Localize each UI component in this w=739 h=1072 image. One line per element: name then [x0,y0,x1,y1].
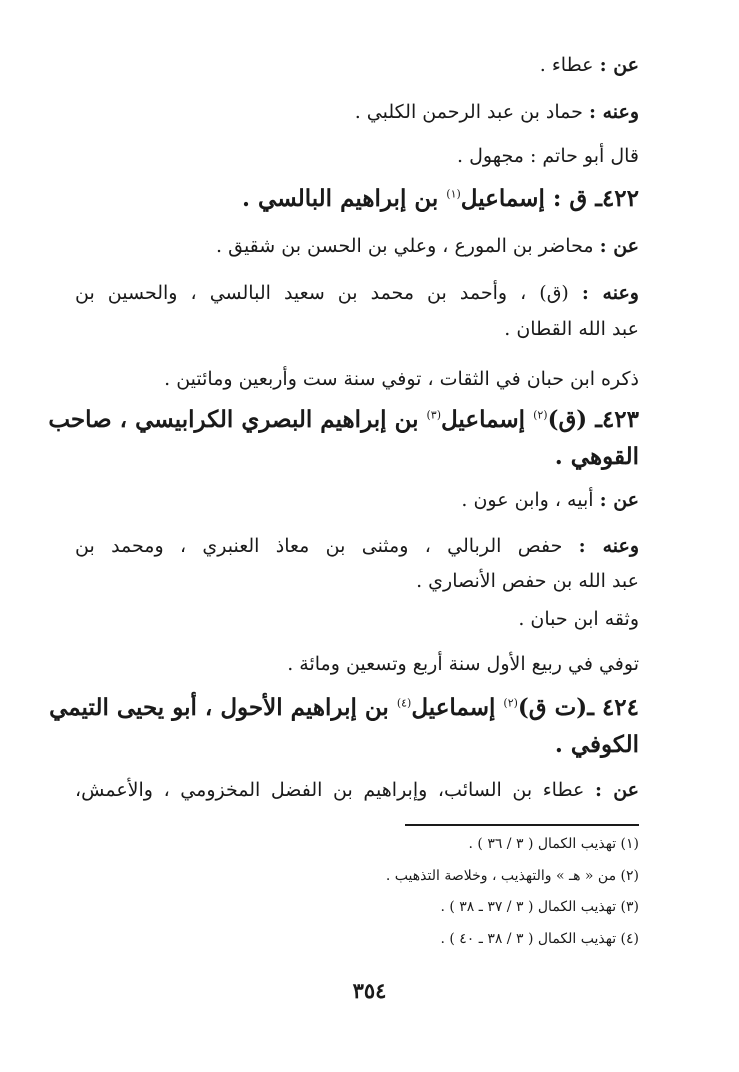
text-line [75,366,639,392]
text-line [75,280,639,306]
footnote-ref: (٤) [396,696,412,710]
entry-heading-text: بن إبراهيم البالسي . [242,185,447,212]
footnote-ref: (٢) [503,696,518,710]
footnote: (٤) تهذيب الكمال ( ٣ / ٣٨ ـ ٤٠ ) . [440,931,639,947]
text-line [75,233,639,259]
text-line [75,316,639,342]
entry-heading-text: ٤٢٣ـ (ق) [547,406,639,433]
line-text: عبد الله القطان . [504,318,639,340]
entry-heading [75,184,639,214]
text-line [75,606,639,632]
entry-heading [75,442,639,472]
text-line [75,99,639,125]
line-text: عطاء بن السائب، وإبراهيم بن الفضل المخزومي ، والأعمش، [75,779,595,801]
text-line [75,487,639,513]
line-text: قال أبو حاتم : مجهول . [457,145,639,167]
footnote: (٣) تهذيب الكمال ( ٣ / ٣٧ ـ ٣٨ ) . [440,899,639,915]
entry-heading-text: إسماعيل [411,694,504,721]
line-label: عن : [595,779,639,801]
line-text: عبد الله بن حفص الأنصاري . [416,570,639,592]
line-label: وعنه : [578,535,640,557]
footnote: (١) تهذيب الكمال ( ٣ / ٣٦ ) . [468,836,639,852]
footnote-ref: (٢) [533,408,548,422]
footnote-divider [405,824,639,826]
text-line [75,533,639,559]
line-text: (ق) ، وأحمد بن محمد بن سعيد البالسي ، والحسين بن [75,282,582,304]
line-text: وثقه ابن حبان . [518,608,639,630]
entry-heading-text: بن إبراهيم البصري الكرابيسي ، صاحب [48,406,427,433]
line-text: أبيه ، وابن عون . [461,489,600,511]
entry-heading [49,693,639,723]
footnote: (٢) من « هـ » والتهذيب ، وخلاصة التذهيب . [385,868,639,884]
line-label: وعنه : [581,282,639,304]
entry-heading-text: ٤٢٤ ـ(ت ق) [517,694,639,721]
page-number: ٣٥٤ [352,978,387,1003]
footnote-ref: (١) [446,187,461,201]
entry-heading-text: بن إبراهيم الأحول ، أبو يحيى التيمي [49,694,397,721]
text-line [75,777,639,803]
entry-heading-text: القوهي . [554,443,639,470]
text-line [75,651,639,677]
line-text: عطاء . [539,54,600,76]
text-line [75,568,639,594]
text-line [75,143,639,169]
line-label: عن : [599,235,639,257]
line-label: عن : [599,54,639,76]
line-label: عن : [599,489,639,511]
text-line [75,52,639,78]
line-text: حماد بن عبد الرحمن الكلبي . [354,101,589,123]
entry-heading [75,730,639,760]
line-text: حفص الربالي ، ومثنى بن معاذ العنبري ، ومحمد بن [75,535,579,557]
entry-heading [48,405,639,435]
line-text: محاضر بن المورع ، وعلي بن الحسن بن شقيق . [216,235,600,257]
entry-heading-text: الكوفي . [554,731,639,758]
line-text: ذكره ابن حبان في الثقات ، توفي سنة ست وأربعين ومائتين . [164,368,639,390]
entry-heading-text: ٤٢٢ـ ق : إسماعيل [460,185,639,212]
entry-heading-text: إسماعيل [441,406,534,433]
footnote-ref: (٣) [426,408,441,422]
line-label: وعنه : [588,101,639,123]
line-text: توفي في ربيع الأول سنة أربع وتسعين ومائة . [287,653,639,675]
